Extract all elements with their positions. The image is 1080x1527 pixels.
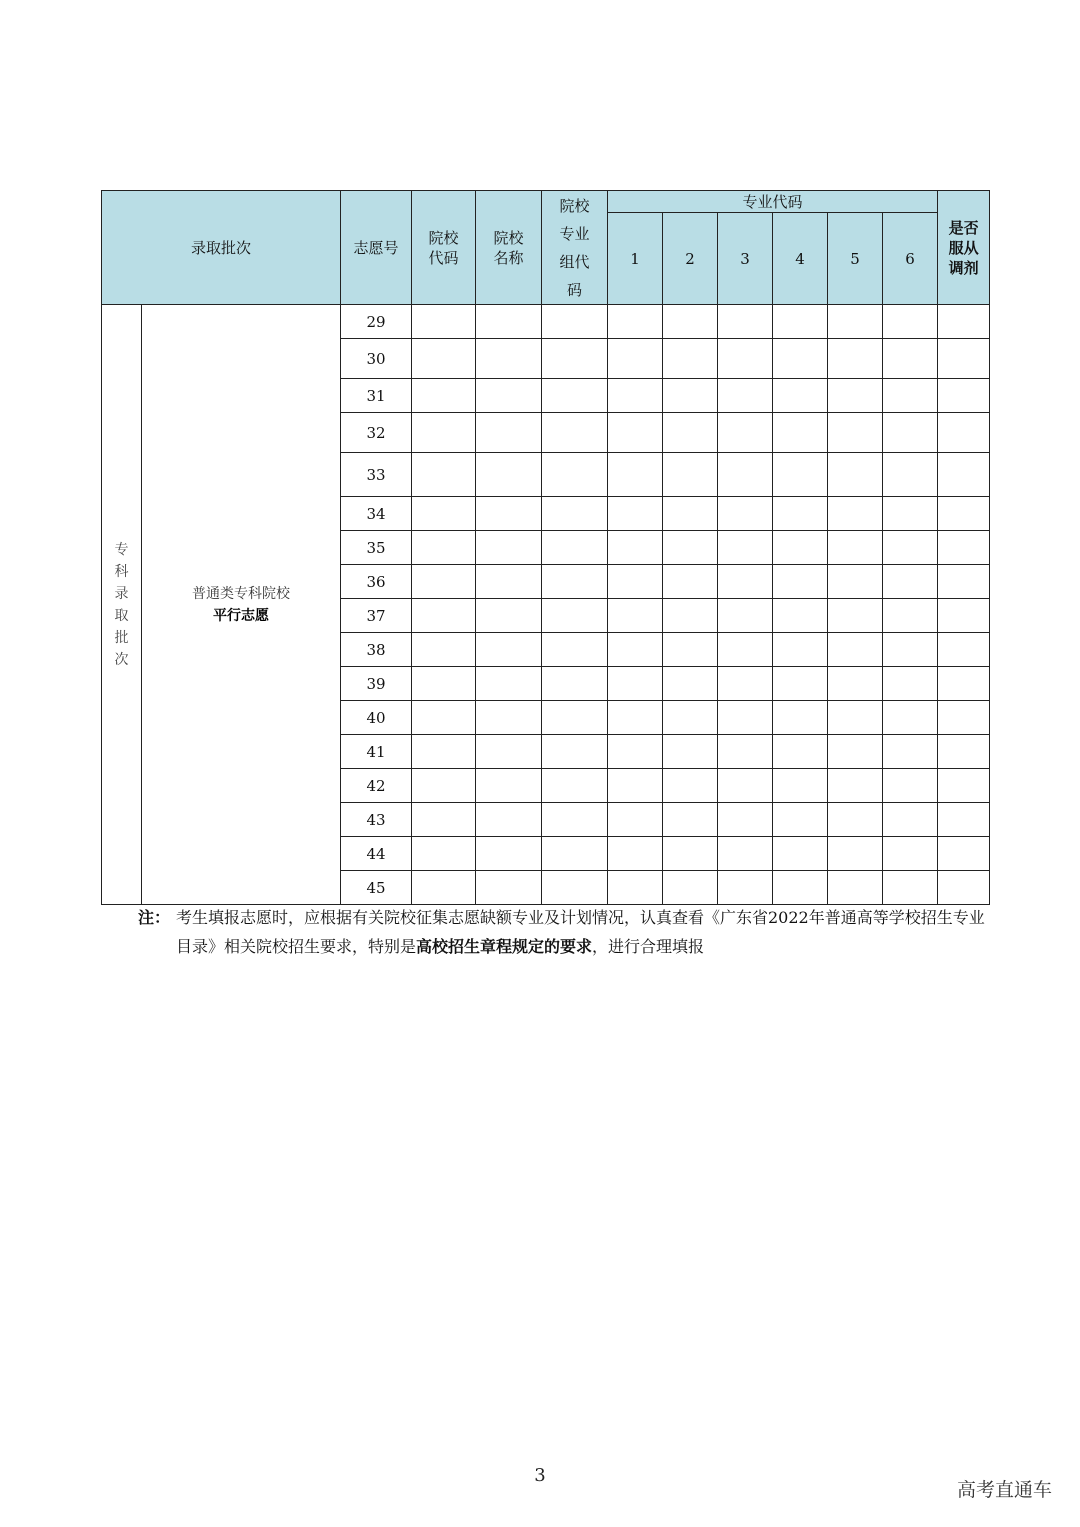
major-code-cell[interactable] [773, 701, 828, 735]
wish-number: 29 [341, 305, 412, 339]
adjust-cell[interactable] [938, 305, 990, 339]
wish-form-table [101, 190, 990, 905]
school-name-cell[interactable] [476, 633, 542, 667]
wish-number: 36 [341, 565, 412, 599]
major-code-cell[interactable] [663, 497, 718, 531]
major-code-cell[interactable] [718, 305, 773, 339]
group-code-cell[interactable] [542, 837, 608, 871]
school-code-cell[interactable] [412, 565, 476, 599]
school-name-cell[interactable] [476, 339, 542, 379]
school-code-cell[interactable] [412, 803, 476, 837]
school-name-cell[interactable] [476, 701, 542, 735]
major-code-cell[interactable] [883, 871, 938, 905]
footnote-text: 考生填报志愿时，应根据有关院校征集志愿缺额专业及计划情况，认真查看《广东省2022年普通高等学校招生专业目录》相关院校招生要求，特别是高校招生章程规定的要求，进行合理填报 [176, 908, 985, 956]
group-code-cell[interactable] [542, 701, 608, 735]
major-code-cell[interactable] [718, 339, 773, 379]
major-code-cell[interactable] [828, 769, 883, 803]
school-code-cell[interactable] [412, 339, 476, 379]
major-code-cell[interactable] [663, 453, 718, 497]
adjust-cell[interactable] [938, 531, 990, 565]
major-code-cell[interactable] [718, 379, 773, 413]
group-code-cell[interactable] [542, 769, 608, 803]
major-code-cell[interactable] [663, 565, 718, 599]
major-code-cell[interactable] [773, 803, 828, 837]
adjust-cell[interactable] [938, 837, 990, 871]
school-code-cell[interactable] [412, 667, 476, 701]
school-name-cell[interactable] [476, 565, 542, 599]
major-code-cell[interactable] [663, 379, 718, 413]
major-code-cell[interactable] [663, 633, 718, 667]
adjust-cell[interactable] [938, 633, 990, 667]
major-code-cell[interactable] [828, 633, 883, 667]
major-code-cell[interactable] [608, 735, 663, 769]
wish-number: 43 [341, 803, 412, 837]
major-code-cell[interactable] [773, 379, 828, 413]
school-name-cell[interactable] [476, 871, 542, 905]
major-code-cell[interactable] [773, 837, 828, 871]
major-code-cell[interactable] [828, 379, 883, 413]
school-name-cell[interactable] [476, 379, 542, 413]
major-code-cell[interactable] [608, 837, 663, 871]
major-code-cell[interactable] [883, 633, 938, 667]
school-code-cell[interactable] [412, 413, 476, 453]
school-code-cell[interactable] [412, 379, 476, 413]
watermark: 高考直通车 [956, 1479, 1052, 1501]
school-name-cell[interactable] [476, 599, 542, 633]
major-code-cell[interactable] [828, 701, 883, 735]
group-code-cell[interactable] [542, 453, 608, 497]
wish-number: 34 [341, 497, 412, 531]
major-code-cell[interactable] [883, 837, 938, 871]
major-code-cell[interactable] [773, 599, 828, 633]
adjust-cell[interactable] [938, 735, 990, 769]
wish-number: 38 [341, 633, 412, 667]
major-code-cell[interactable] [663, 735, 718, 769]
major-code-cell[interactable] [718, 769, 773, 803]
major-code-cell[interactable] [718, 701, 773, 735]
wish-number: 35 [341, 531, 412, 565]
wish-number: 39 [341, 667, 412, 701]
major-code-cell[interactable] [828, 837, 883, 871]
major-code-cell[interactable] [718, 667, 773, 701]
group-code-cell[interactable] [542, 339, 608, 379]
school-name-cell[interactable] [476, 453, 542, 497]
wish-number: 37 [341, 599, 412, 633]
major-code-cell[interactable] [883, 497, 938, 531]
adjust-cell[interactable] [938, 871, 990, 905]
major-code-cell[interactable] [883, 305, 938, 339]
major-code-cell[interactable] [828, 305, 883, 339]
header-major-code: 专业代码 [608, 191, 938, 213]
major-code-cell[interactable] [773, 339, 828, 379]
school-code-cell[interactable] [412, 599, 476, 633]
school-name-cell[interactable] [476, 305, 542, 339]
major-code-cell[interactable] [883, 735, 938, 769]
major-code-cell[interactable] [828, 413, 883, 453]
major-code-cell[interactable] [773, 633, 828, 667]
header-batch: 录取批次 [102, 191, 341, 305]
group-code-cell[interactable] [542, 599, 608, 633]
group-code-cell[interactable] [542, 735, 608, 769]
major-code-cell[interactable] [773, 413, 828, 453]
school-name-cell[interactable] [476, 803, 542, 837]
school-name-cell[interactable] [476, 837, 542, 871]
school-code-cell[interactable] [412, 453, 476, 497]
school-code-cell[interactable] [412, 769, 476, 803]
wish-number: 31 [341, 379, 412, 413]
major-code-cell[interactable] [883, 701, 938, 735]
major-code-cell[interactable] [773, 769, 828, 803]
major-code-cell[interactable] [773, 497, 828, 531]
major-code-cell[interactable] [608, 871, 663, 905]
batch-char: 次 [114, 651, 129, 668]
school-name-cell[interactable] [476, 413, 542, 453]
sub-batch-line2: 平行志愿 [213, 607, 269, 624]
major-code-cell[interactable] [718, 599, 773, 633]
wish-number: 33 [341, 453, 412, 497]
school-code-cell[interactable] [412, 633, 476, 667]
major-code-cell[interactable] [883, 453, 938, 497]
wish-number: 40 [341, 701, 412, 735]
major-code-cell[interactable] [608, 565, 663, 599]
adjust-cell[interactable] [938, 413, 990, 453]
major-code-cell[interactable] [663, 803, 718, 837]
major-code-cell[interactable] [883, 667, 938, 701]
wish-number: 42 [341, 769, 412, 803]
header-adjust: 是否 服从 调剂 [938, 191, 990, 305]
group-code-cell[interactable] [542, 565, 608, 599]
footnote [138, 903, 998, 961]
major-code-cell[interactable] [773, 453, 828, 497]
group-code-cell[interactable] [542, 803, 608, 837]
major-code-cell[interactable] [608, 667, 663, 701]
school-name-cell[interactable] [476, 497, 542, 531]
major-code-cell[interactable] [608, 633, 663, 667]
major-code-cell[interactable] [663, 837, 718, 871]
group-code-cell[interactable] [542, 305, 608, 339]
major-code-cell[interactable] [608, 339, 663, 379]
header-school-name: 院校 名称 [476, 191, 542, 305]
major-code-cell[interactable] [608, 701, 663, 735]
group-code-cell[interactable] [542, 871, 608, 905]
major-code-cell[interactable] [773, 565, 828, 599]
header-major-col: 6 [883, 213, 938, 305]
major-code-cell[interactable] [828, 339, 883, 379]
batch-vertical-label [102, 305, 142, 905]
adjust-cell[interactable] [938, 667, 990, 701]
major-code-cell[interactable] [718, 633, 773, 667]
adjust-cell[interactable] [938, 803, 990, 837]
header-major-col: 2 [663, 213, 718, 305]
major-code-cell[interactable] [883, 599, 938, 633]
major-code-cell[interactable] [718, 413, 773, 453]
major-code-cell[interactable] [718, 803, 773, 837]
major-code-cell[interactable] [828, 667, 883, 701]
sub-batch-label [142, 305, 341, 905]
header-major-col: 4 [773, 213, 828, 305]
major-code-cell[interactable] [828, 565, 883, 599]
major-code-cell[interactable] [608, 453, 663, 497]
wish-number: 30 [341, 339, 412, 379]
major-code-cell[interactable] [828, 599, 883, 633]
header-major-col: 3 [718, 213, 773, 305]
batch-char: 批 [114, 629, 129, 646]
major-code-cell[interactable] [608, 379, 663, 413]
major-code-cell[interactable] [663, 701, 718, 735]
group-code-cell[interactable] [542, 379, 608, 413]
major-code-cell[interactable] [883, 565, 938, 599]
wish-number: 45 [341, 871, 412, 905]
major-code-cell[interactable] [773, 667, 828, 701]
wish-number: 32 [341, 413, 412, 453]
school-code-cell[interactable] [412, 735, 476, 769]
adjust-cell[interactable] [938, 339, 990, 379]
sub-batch-line1: 普通类专科院校 [192, 585, 290, 602]
major-code-cell[interactable] [718, 565, 773, 599]
school-code-cell[interactable] [412, 701, 476, 735]
school-code-cell[interactable] [412, 531, 476, 565]
header-major-col: 5 [828, 213, 883, 305]
major-code-cell[interactable] [718, 531, 773, 565]
major-code-cell[interactable] [883, 339, 938, 379]
major-code-cell[interactable] [828, 531, 883, 565]
major-code-cell[interactable] [608, 599, 663, 633]
adjust-cell[interactable] [938, 599, 990, 633]
group-code-cell[interactable] [542, 633, 608, 667]
major-code-cell[interactable] [883, 413, 938, 453]
major-code-cell[interactable] [883, 531, 938, 565]
header-major-col: 1 [608, 213, 663, 305]
major-code-cell[interactable] [883, 769, 938, 803]
page-number: 3 [534, 1465, 546, 1486]
major-code-cell[interactable] [773, 735, 828, 769]
major-code-cell[interactable] [608, 531, 663, 565]
major-code-cell[interactable] [718, 837, 773, 871]
group-code-cell[interactable] [542, 413, 608, 453]
wish-number: 41 [341, 735, 412, 769]
major-code-cell[interactable] [663, 871, 718, 905]
header-wish-no: 志愿号 [341, 191, 412, 305]
major-code-cell[interactable] [718, 871, 773, 905]
major-code-cell[interactable] [663, 413, 718, 453]
major-code-cell[interactable] [608, 413, 663, 453]
batch-char: 专 [114, 541, 129, 558]
batch-char: 录 [114, 585, 129, 602]
school-name-cell[interactable] [476, 735, 542, 769]
major-code-cell[interactable] [828, 453, 883, 497]
school-name-cell[interactable] [476, 531, 542, 565]
major-code-cell[interactable] [663, 531, 718, 565]
major-code-cell[interactable] [718, 453, 773, 497]
batch-char: 科 [114, 563, 129, 580]
major-code-cell[interactable] [883, 803, 938, 837]
group-code-cell[interactable] [542, 531, 608, 565]
major-code-cell[interactable] [663, 339, 718, 379]
major-code-cell[interactable] [828, 871, 883, 905]
adjust-cell[interactable] [938, 565, 990, 599]
footnote-label: 注： [138, 908, 171, 927]
adjust-cell[interactable] [938, 769, 990, 803]
major-code-cell[interactable] [773, 871, 828, 905]
wish-number: 44 [341, 837, 412, 871]
major-code-cell[interactable] [828, 803, 883, 837]
major-code-cell[interactable] [828, 497, 883, 531]
adjust-cell[interactable] [938, 497, 990, 531]
major-code-cell[interactable] [608, 769, 663, 803]
header-group-code: 院校 专业 组代 码 [542, 191, 608, 305]
adjust-cell[interactable] [938, 701, 990, 735]
adjust-cell[interactable] [938, 379, 990, 413]
major-code-cell[interactable] [773, 531, 828, 565]
major-code-cell[interactable] [663, 769, 718, 803]
school-code-cell[interactable] [412, 497, 476, 531]
school-name-cell[interactable] [476, 667, 542, 701]
school-code-cell[interactable] [412, 305, 476, 339]
school-code-cell[interactable] [412, 837, 476, 871]
table-row [102, 305, 990, 339]
major-code-cell[interactable] [828, 735, 883, 769]
major-code-cell[interactable] [663, 667, 718, 701]
major-code-cell[interactable] [883, 379, 938, 413]
major-code-cell[interactable] [608, 305, 663, 339]
school-name-cell[interactable] [476, 769, 542, 803]
major-code-cell[interactable] [718, 735, 773, 769]
major-code-cell[interactable] [773, 305, 828, 339]
adjust-cell[interactable] [938, 453, 990, 497]
major-code-cell[interactable] [608, 803, 663, 837]
major-code-cell[interactable] [663, 305, 718, 339]
major-code-cell[interactable] [608, 497, 663, 531]
group-code-cell[interactable] [542, 667, 608, 701]
header-school-code: 院校 代码 [412, 191, 476, 305]
major-code-cell[interactable] [718, 497, 773, 531]
group-code-cell[interactable] [542, 497, 608, 531]
school-code-cell[interactable] [412, 871, 476, 905]
major-code-cell[interactable] [663, 599, 718, 633]
batch-char: 取 [114, 607, 129, 624]
